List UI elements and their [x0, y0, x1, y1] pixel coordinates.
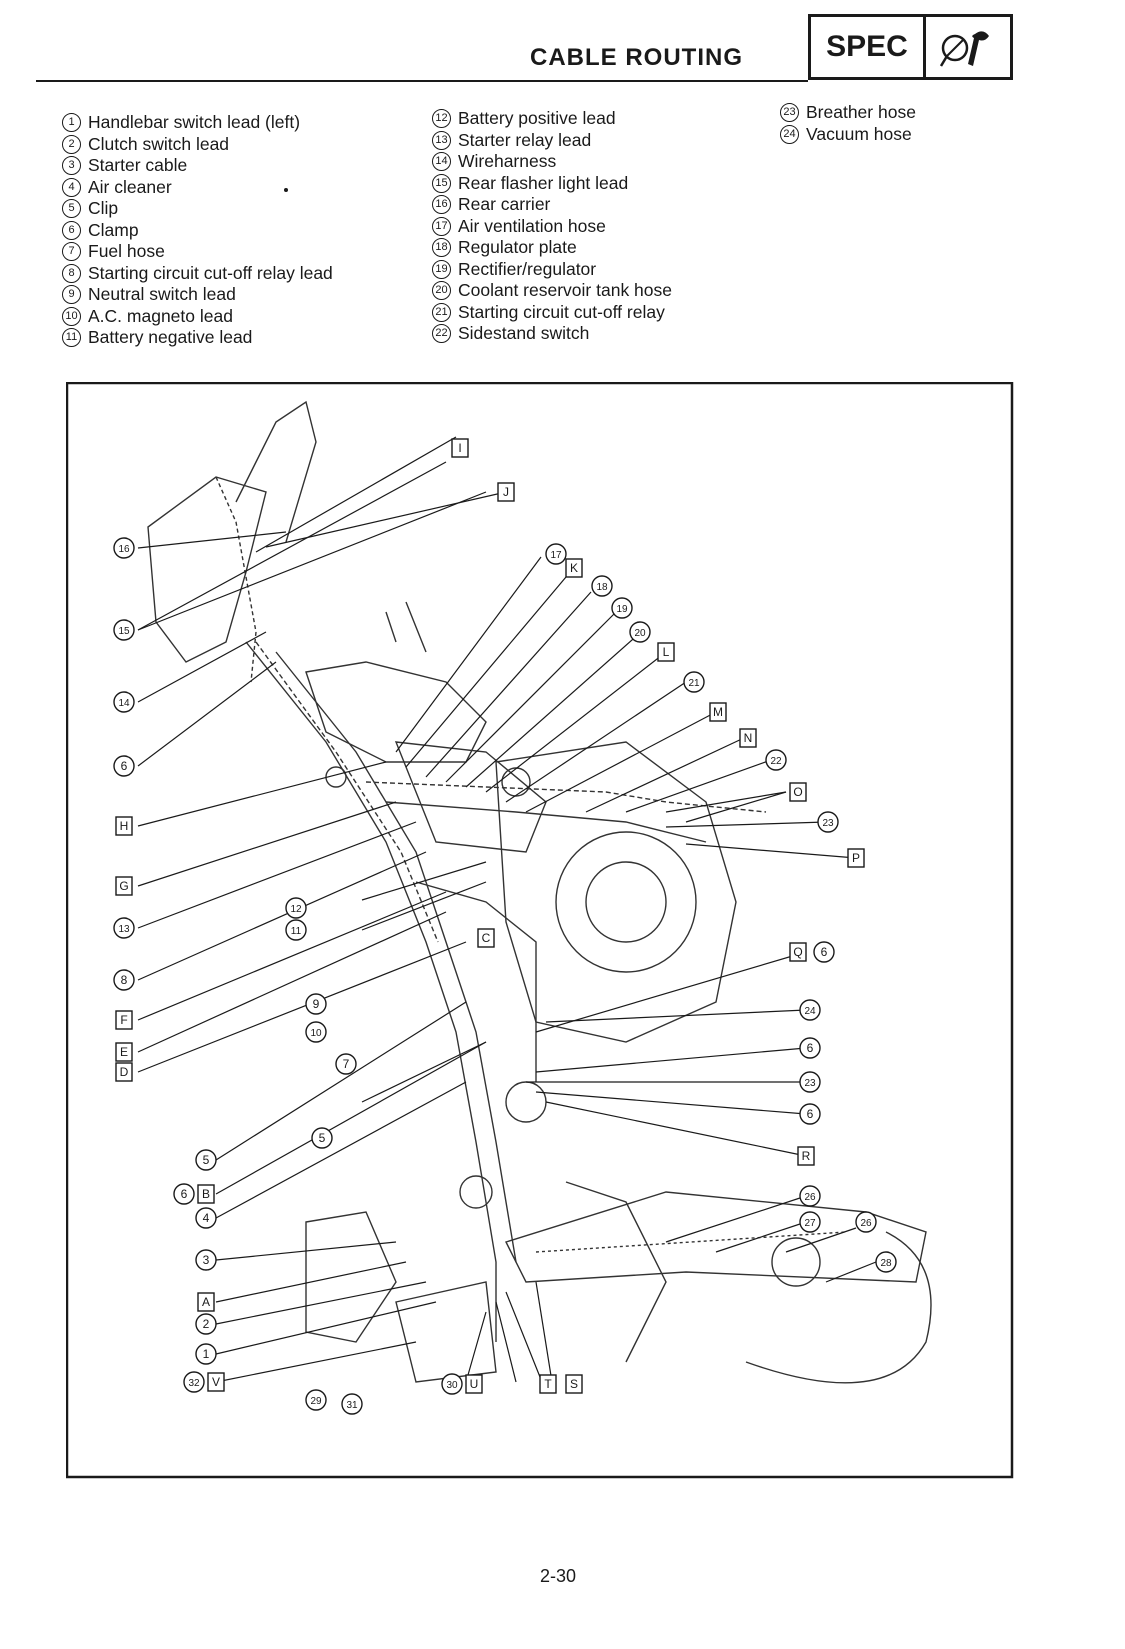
- callout-text: 6: [180, 1187, 188, 1201]
- callout-labels: [114, 439, 896, 1414]
- callout-text: D: [119, 1065, 129, 1079]
- legend-item-21: [432, 302, 672, 324]
- callout-text: 5: [318, 1131, 326, 1145]
- legend-label: Sidestand switch: [458, 323, 590, 343]
- callout-lG: [116, 877, 132, 895]
- callout-l6a: [114, 756, 134, 776]
- callout-lD: [116, 1063, 132, 1081]
- callout-text: 9: [312, 997, 320, 1011]
- drive-chain: [536, 1232, 846, 1252]
- callout-text: Q: [793, 945, 803, 959]
- legend-label: Vacuum hose: [806, 123, 912, 144]
- legend-label: Breather hose: [806, 102, 916, 122]
- legend-item-19: [432, 259, 672, 281]
- gauge-wrench-icon: [926, 17, 1010, 77]
- legend-label: Rectifier/regulator: [458, 258, 597, 279]
- callout-t17: [546, 544, 566, 564]
- callout-text: 26: [804, 1192, 816, 1203]
- legend-number: 16: [432, 195, 451, 214]
- callout-t19: [612, 598, 632, 618]
- legend-label: Battery negative lead: [88, 327, 253, 347]
- callout-text: 16: [118, 544, 130, 555]
- callout-r23a: [818, 812, 838, 832]
- callout-lF: [116, 1011, 132, 1029]
- callout-text: S: [569, 1377, 579, 1391]
- callout-l3: [196, 1250, 216, 1270]
- legend-number: 15: [432, 174, 451, 193]
- legend-label: Handlebar switch lead (left): [88, 112, 301, 132]
- stray-dot: [284, 188, 288, 192]
- legend-label: Air ventilation hose: [458, 215, 606, 236]
- callout-r26a: [800, 1186, 820, 1206]
- legend-number: 18: [432, 238, 451, 257]
- callout-cU: [466, 1375, 482, 1393]
- callout-text: 23: [822, 818, 834, 829]
- legend-item-22: [432, 323, 672, 345]
- legend-number: 22: [432, 324, 451, 343]
- engine-block: [496, 742, 736, 1042]
- callout-l16: [114, 538, 134, 558]
- legend-number: 21: [432, 303, 451, 322]
- callout-r6c: [800, 1104, 820, 1124]
- callout-l13: [114, 918, 134, 938]
- legend-label: Clamp: [88, 219, 139, 240]
- frame-detail: [386, 602, 426, 652]
- callout-rR: [798, 1147, 814, 1165]
- callout-text: K: [569, 561, 579, 575]
- legend-number: 11: [62, 328, 81, 347]
- callout-c12: [286, 898, 306, 918]
- callout-text: O: [793, 785, 803, 799]
- callout-l2: [196, 1314, 216, 1334]
- page-title: CABLE ROUTING: [530, 44, 743, 71]
- callout-text: 30: [446, 1380, 458, 1391]
- legend-label: Air cleaner: [88, 176, 172, 197]
- tail-light-bracket: [236, 402, 316, 542]
- callout-text: 18: [596, 582, 608, 593]
- callout-l4: [196, 1208, 216, 1228]
- callout-text: M: [713, 705, 723, 719]
- legend-label: Wireharness: [458, 151, 557, 171]
- legend-label: Starting circuit cut-off relay: [458, 301, 665, 322]
- cable-routing-diagram: [66, 382, 1024, 1484]
- brake-caliper: [772, 1238, 820, 1286]
- legend-number: 13: [432, 131, 451, 150]
- clamp-circle-3: [506, 1082, 546, 1122]
- legend-label: Clip: [88, 198, 119, 218]
- frame-drawing: [148, 402, 931, 1383]
- legend-number: 17: [432, 217, 451, 236]
- legend-label: Starter cable: [88, 155, 188, 175]
- legend-number: 23: [780, 103, 799, 122]
- callout-text: 32: [188, 1378, 200, 1389]
- legend-number: 7: [62, 242, 81, 261]
- callout-text: B: [201, 1187, 211, 1201]
- legend-label: A.C. magneto lead: [88, 305, 233, 326]
- clamp-circle-4: [460, 1176, 492, 1208]
- callout-text: C: [481, 931, 491, 945]
- hose-route: [416, 882, 536, 1082]
- callout-t21: [684, 672, 704, 692]
- callout-t18: [592, 576, 612, 596]
- callout-r6a: [814, 942, 834, 962]
- callout-text: 27: [804, 1218, 816, 1229]
- callout-text: 20: [634, 628, 646, 639]
- callout-text: 11: [290, 926, 302, 937]
- callout-t20: [630, 622, 650, 642]
- callout-r27: [800, 1212, 820, 1232]
- callout-text: 15: [118, 626, 130, 637]
- legend-label: Starting circuit cut-off relay lead: [88, 262, 333, 283]
- legend-label: Rear flasher light lead: [458, 172, 629, 193]
- legend-label: Starter relay lead: [458, 129, 592, 150]
- callout-c5: [312, 1128, 332, 1148]
- leader-lines: [138, 437, 876, 1382]
- legend-number: 9: [62, 285, 81, 304]
- legend-number: 5: [62, 199, 81, 218]
- callout-text: 19: [616, 604, 628, 615]
- legend-item-6: [62, 220, 333, 242]
- callout-lB: [198, 1185, 214, 1203]
- legend-label: Battery positive lead: [458, 108, 616, 128]
- callout-text: A: [201, 1295, 211, 1309]
- callout-r6b: [800, 1038, 820, 1058]
- callout-tL: [658, 643, 674, 661]
- callout-text: 22: [770, 756, 782, 767]
- legend-item-2: [62, 134, 333, 156]
- callout-text: 3: [202, 1253, 210, 1267]
- legend-item-8: [62, 263, 333, 285]
- callout-l8: [114, 970, 134, 990]
- callout-text: 5: [202, 1153, 210, 1167]
- callout-r26b: [856, 1212, 876, 1232]
- callout-c9: [306, 994, 326, 1014]
- engine-cover-inner: [586, 862, 666, 942]
- legend-item-17: [432, 216, 672, 238]
- legend-column-1: [62, 112, 333, 349]
- legend-label: Rear carrier: [458, 194, 551, 214]
- legend-item-12: [432, 108, 672, 130]
- legend-item-24: [780, 124, 916, 146]
- diagram-frame: [67, 383, 1012, 1477]
- legend-number: 2: [62, 135, 81, 154]
- callout-text: F: [120, 1013, 128, 1027]
- callout-text: L: [662, 645, 670, 659]
- legend-item-20: [432, 280, 672, 302]
- callout-rO: [790, 783, 806, 801]
- callout-lH: [116, 817, 132, 835]
- legend-item-23: [780, 102, 916, 124]
- callout-l6b: [174, 1184, 194, 1204]
- callout-text: U: [469, 1377, 479, 1391]
- legend-item-5: [62, 198, 333, 220]
- callout-r28: [876, 1252, 896, 1272]
- legend-number: 19: [432, 260, 451, 279]
- callout-text: 14: [118, 698, 130, 709]
- legend-item-4: [62, 177, 333, 199]
- legend-item-16: [432, 194, 672, 216]
- callout-c7: [336, 1054, 356, 1074]
- cable-route-upper: [366, 782, 766, 812]
- lower-hose: [566, 1182, 666, 1362]
- callout-text: E: [119, 1045, 129, 1059]
- title-rule: [36, 80, 808, 82]
- wireharness-route: [256, 642, 438, 942]
- callout-text: 2: [202, 1317, 210, 1331]
- flasher-lead: [216, 477, 256, 682]
- legend-item-7: [62, 241, 333, 263]
- main-frame-rail: [246, 642, 496, 1342]
- callout-c29: [306, 1390, 326, 1410]
- callout-tN: [740, 729, 756, 747]
- callout-tI: [452, 439, 468, 457]
- callout-text: 8: [120, 973, 128, 987]
- callout-text: 26: [860, 1218, 872, 1229]
- legend-item-10: [62, 306, 333, 328]
- callout-text: 6: [806, 1107, 814, 1121]
- callout-text: R: [801, 1149, 811, 1163]
- legend-number: 12: [432, 109, 451, 128]
- callout-tJ: [498, 483, 514, 501]
- legend-number: 20: [432, 281, 451, 300]
- callout-text: 17: [550, 550, 562, 561]
- legend-number: 3: [62, 156, 81, 175]
- callout-c11: [286, 920, 306, 940]
- callout-c10: [306, 1022, 326, 1042]
- callout-cT: [540, 1375, 556, 1393]
- engine-cover: [556, 832, 696, 972]
- legend-item-15: [432, 173, 672, 195]
- legend-label: Fuel hose: [88, 241, 165, 261]
- callout-text: 28: [880, 1258, 892, 1269]
- callout-text: 31: [346, 1400, 358, 1411]
- legend-number: 10: [62, 307, 81, 326]
- legend-item-14: [432, 151, 672, 173]
- callout-text: 29: [310, 1396, 322, 1407]
- spec-badge: [808, 14, 1013, 80]
- callout-rP: [848, 849, 864, 867]
- callout-text: 24: [804, 1006, 816, 1017]
- callout-text: H: [119, 819, 129, 833]
- battery-box: [396, 742, 546, 852]
- legend-label: Coolant reservoir tank hose: [458, 280, 672, 300]
- callout-r23b: [800, 1072, 820, 1092]
- lower-engine-case: [396, 1282, 496, 1382]
- callout-text: V: [211, 1375, 221, 1389]
- callout-t22: [766, 750, 786, 770]
- callout-lV: [208, 1373, 224, 1391]
- legend-number: 1: [62, 113, 81, 132]
- callout-text: 12: [290, 904, 302, 915]
- legend-column-2: [432, 108, 672, 345]
- legend-number: 24: [780, 125, 799, 144]
- callout-l32: [184, 1372, 204, 1392]
- callout-lE: [116, 1043, 132, 1061]
- legend-item-18: [432, 237, 672, 259]
- callout-l1: [196, 1344, 216, 1364]
- callout-c30: [442, 1374, 462, 1394]
- callout-l15: [114, 620, 134, 640]
- legend-item-1: [62, 112, 333, 134]
- callout-lA: [198, 1293, 214, 1311]
- callout-text: N: [743, 731, 753, 745]
- legend-number: 6: [62, 221, 81, 240]
- callout-text: 6: [120, 759, 128, 773]
- callout-text: 10: [310, 1028, 322, 1039]
- callout-text: 13: [118, 924, 130, 935]
- legend-number: 8: [62, 264, 81, 283]
- callout-rQ: [790, 943, 806, 961]
- callout-text: 7: [342, 1057, 350, 1071]
- legend-item-3: [62, 155, 333, 177]
- callout-l5a: [196, 1150, 216, 1170]
- legend-label: Regulator plate: [458, 237, 577, 257]
- callout-c31: [342, 1394, 362, 1414]
- legend-label: Clutch switch lead: [88, 133, 230, 154]
- callout-text: I: [458, 441, 462, 455]
- callout-text: 23: [804, 1078, 816, 1089]
- legend-item-13: [432, 130, 672, 152]
- callout-cS: [566, 1375, 582, 1393]
- clamp-circle-1: [502, 768, 530, 796]
- callout-text: 6: [806, 1041, 814, 1055]
- callout-text: 4: [202, 1211, 210, 1225]
- callout-text: 21: [688, 678, 700, 689]
- legend-item-11: [62, 327, 333, 349]
- legend-item-9: [62, 284, 333, 306]
- callout-text: P: [851, 851, 861, 865]
- callout-text: G: [119, 879, 129, 893]
- callout-text: J: [503, 485, 509, 499]
- spec-badge-label: SPEC: [811, 17, 926, 77]
- page-number: 2-30: [540, 1566, 577, 1586]
- swingarm: [506, 1192, 926, 1282]
- legend-number: 14: [432, 152, 451, 171]
- legend-number: 4: [62, 178, 81, 197]
- callout-l14: [114, 692, 134, 712]
- legend-column-3: [780, 102, 916, 145]
- callout-r24: [800, 1000, 820, 1020]
- callout-text: 6: [820, 945, 828, 959]
- callout-text: T: [544, 1377, 552, 1391]
- callout-text: 1: [202, 1347, 210, 1361]
- callout-tM: [710, 703, 726, 721]
- callout-cC: [478, 929, 494, 947]
- callout-tK: [566, 559, 582, 577]
- legend-label: Neutral switch lead: [88, 284, 236, 304]
